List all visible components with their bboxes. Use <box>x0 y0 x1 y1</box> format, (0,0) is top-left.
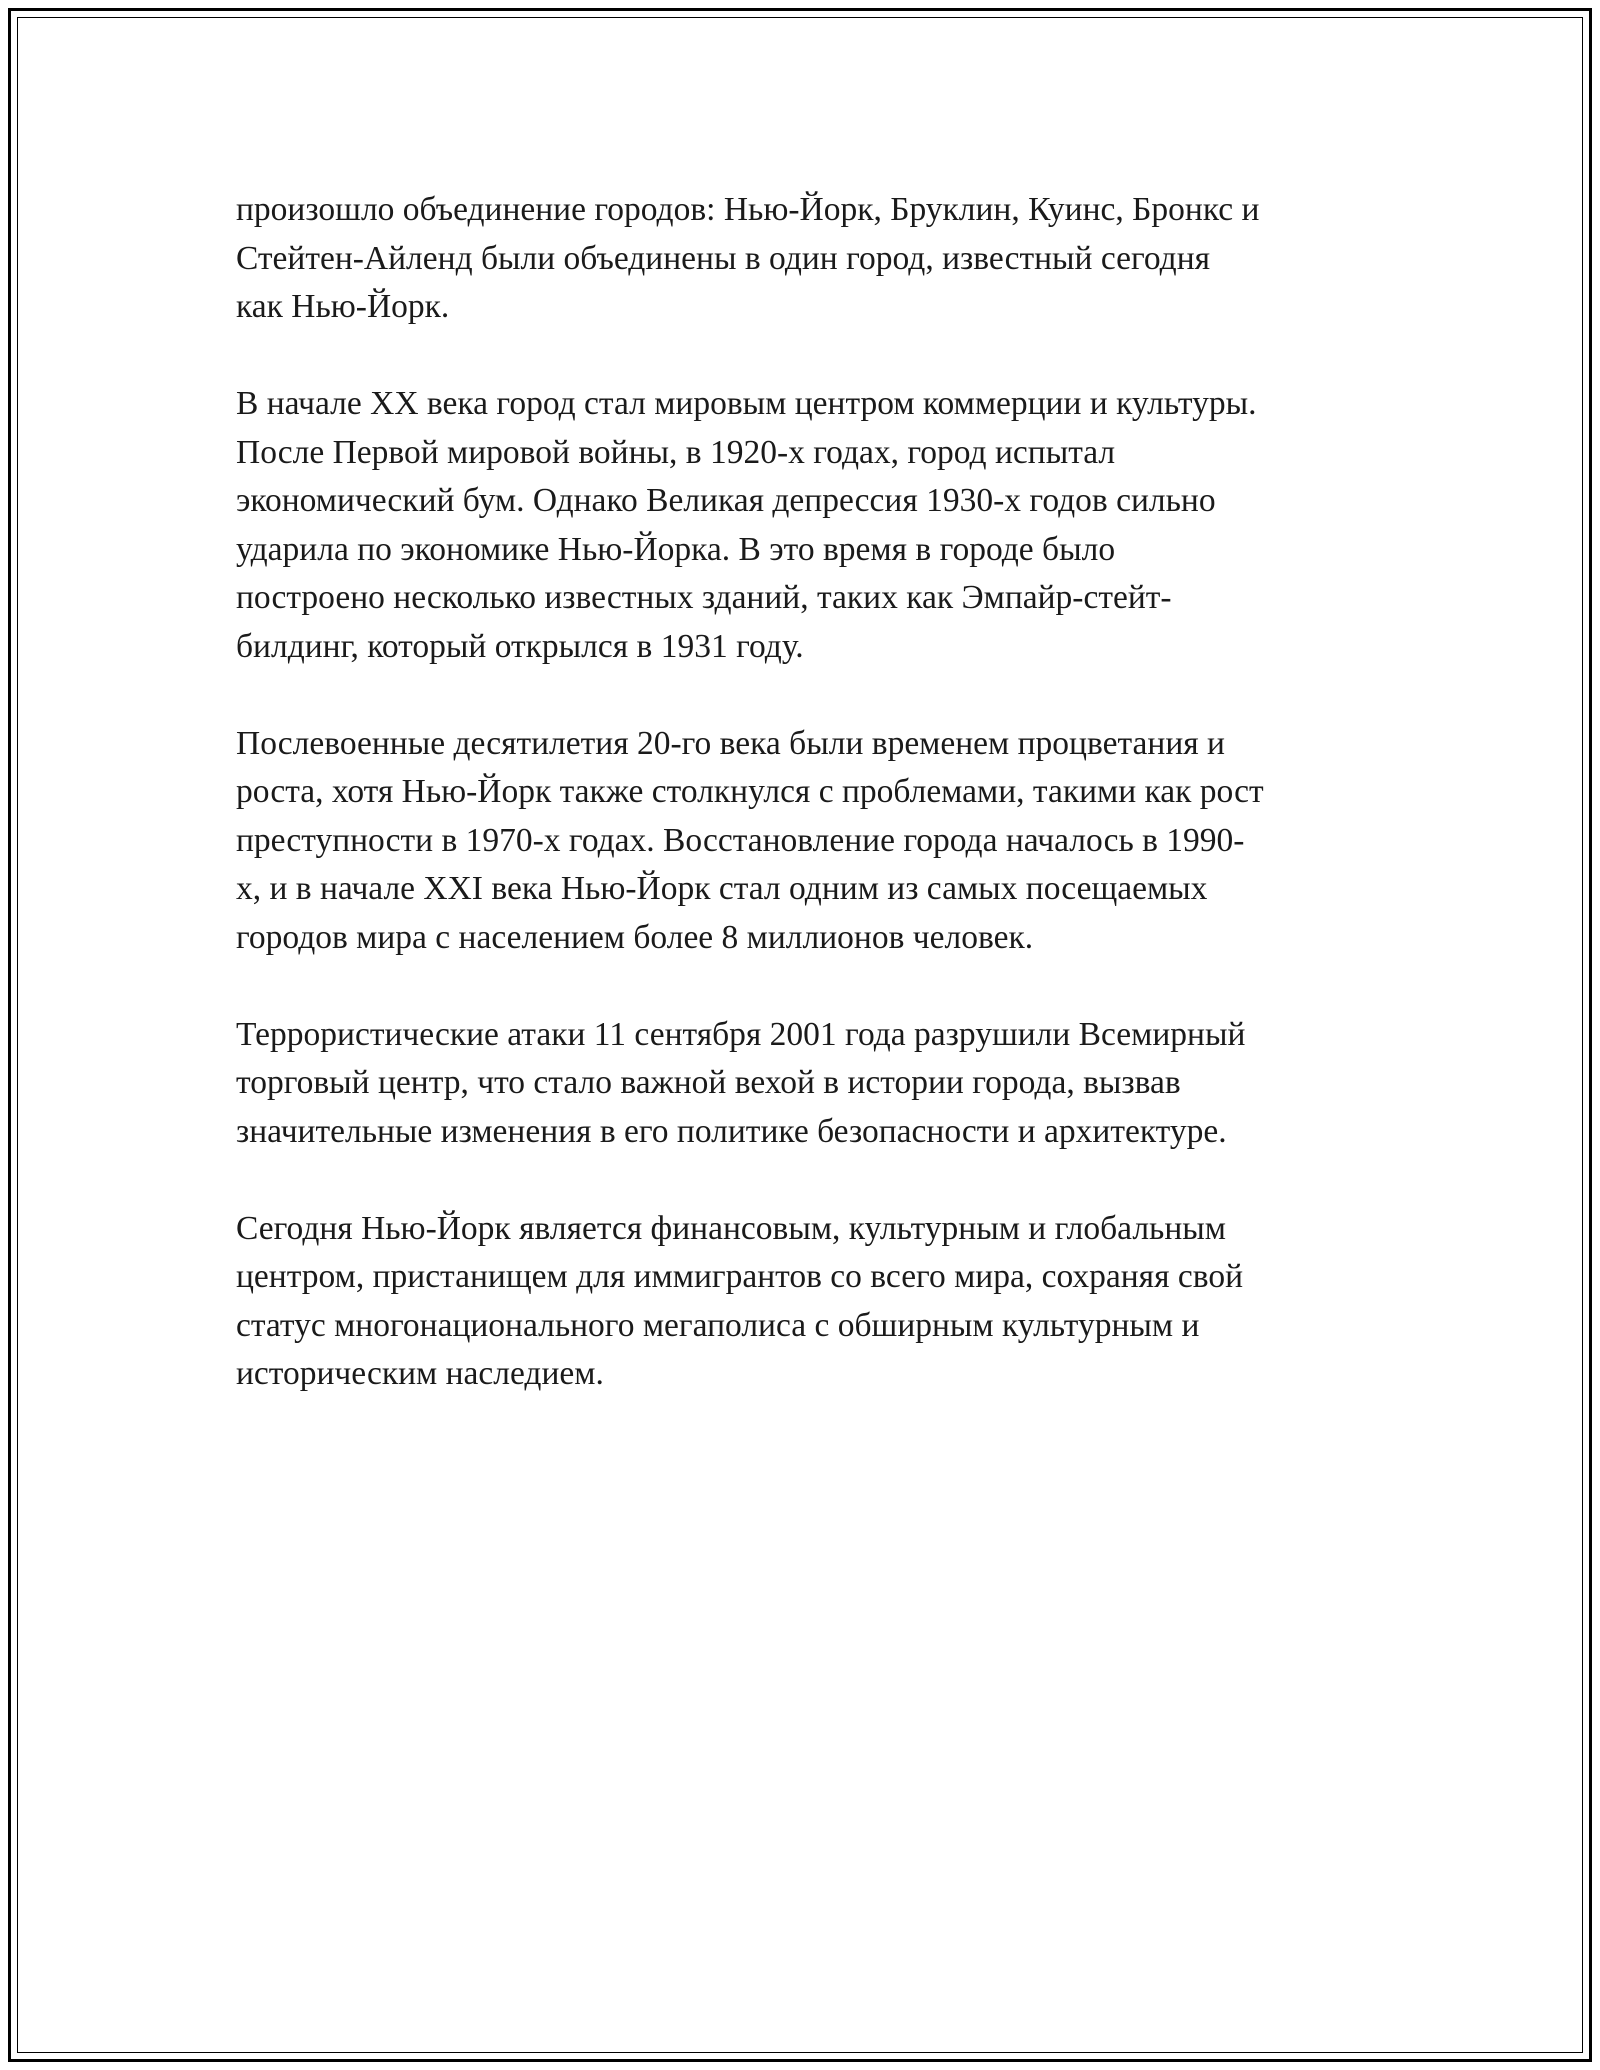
text-line: как Нью-Йорк. <box>236 288 450 325</box>
text-line: торговый центр, что стало важной вехой в истории города, вызвав <box>236 1064 1181 1101</box>
text-line: ударила по экономике Нью-Йорка. В это время в городе было <box>236 530 1116 568</box>
document-body <box>236 186 1376 1447</box>
text-line: значительные изменения в его политике безопасности и архитектуре. <box>236 1112 1227 1150</box>
text-line: роста, хотя Нью-Йорк также столкнулся с проблемами, такими как рост <box>236 773 1264 810</box>
text-line: преступности в 1970-х годах. Восстановление города началось в 1990- <box>236 821 1245 859</box>
text-line: историческим наследием. <box>236 1355 604 1392</box>
text-line: билдинг, который открылся в 1931 году. <box>236 627 804 665</box>
text-line: Послевоенные десятилетия 20-го века были временем процветания и <box>236 724 1225 762</box>
text-line: В начале XX века город стал мировым центром коммерции и культуры. <box>236 385 1257 422</box>
text-line: статус многонационального мегаполиса с обширным культурным и <box>236 1306 1200 1344</box>
text-line: экономический бум. Однако Великая депрессия 1930-х годов сильно <box>236 482 1216 519</box>
text-line: Террористические атаки 11 сентября 2001 года разрушили Всемирный <box>236 1015 1246 1053</box>
paragraph-september-11 <box>236 1011 1376 1157</box>
text-line: центром, пристанищем для иммигрантов со всего мира, сохраняя свой <box>236 1258 1243 1295</box>
text-line: построено несколько известных зданий, таких как Эмпайр-стейт- <box>236 579 1172 616</box>
paragraph-unification <box>236 186 1376 332</box>
paragraph-postwar-decades <box>236 720 1376 963</box>
text-line: городов мира с населением более 8 миллионов человек. <box>236 918 1034 956</box>
text-line: произошло объединение городов: Нью-Йорк, Бруклин, Куинс, Бронкс и <box>236 191 1260 228</box>
text-line: Стейтен-Айленд были объединены в один город, известный сегодня <box>236 239 1211 277</box>
paragraph-early-20th-century <box>236 380 1376 671</box>
text-line: После Первой мировой войны, в 1920-х годах, город испытал <box>236 433 1116 471</box>
paragraph-today <box>236 1205 1376 1399</box>
text-line: Сегодня Нью-Йорк является финансовым, культурным и глобальным <box>236 1209 1226 1247</box>
text-line: х, и в начале XXI века Нью-Йорк стал одним из самых посещаемых <box>236 870 1208 907</box>
